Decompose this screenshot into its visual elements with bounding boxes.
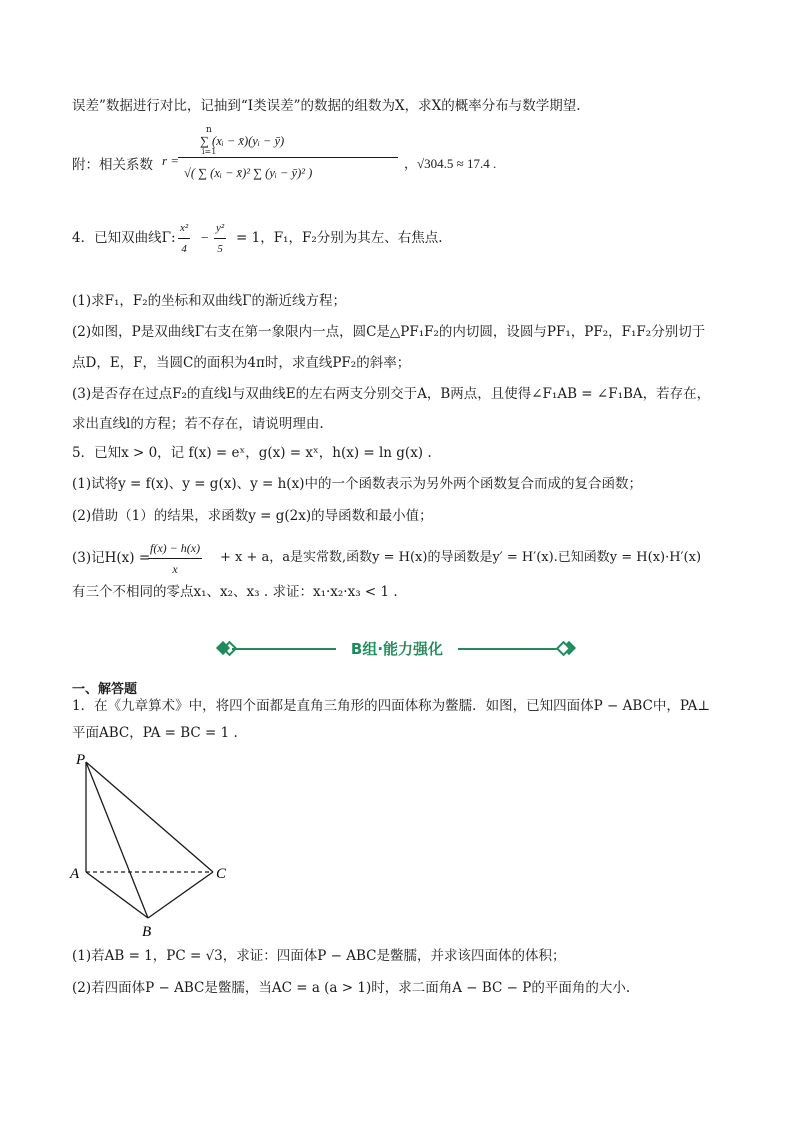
question-4-part-2-line-2: 点D，E，F，当圆C的面积为4π时，求直线PF₂的斜率； — [72, 355, 411, 371]
b-question-1-line-1: 1．在《九章算术》中，将四个面都是直角三角形的四面体称为鳖臑．如图，已知四面体P − ABC中，PA⊥ — [72, 698, 711, 714]
r-symbol: r = — [162, 153, 180, 168]
question-5-intro: 5．已知x > 0，记 f(x) = eˣ，g(x) = xˣ，h(x) = ln g(x) . — [72, 445, 432, 461]
question-5-part-1: (1)试将y = f(x)、y = g(x)、y = h(x)中的一个函数表示为另外两个函数复合而成的复合函数； — [72, 476, 642, 492]
edge-BC — [148, 872, 213, 918]
denominator-expression: √( ∑ (xᵢ − x̄)² ∑ (yᵢ − ȳ)² ) — [184, 166, 313, 180]
r-fraction — [178, 125, 398, 192]
question-5-part-3-line-2: 有三个不相同的零点x₁、x₂、x₃ . 求证：x₁·x₂·x₃ < 1 . — [72, 584, 398, 600]
edge-PC — [86, 762, 213, 872]
r-denominator — [178, 158, 398, 192]
question-4-part-3-line-2: 求出直线l的方程；若不存在，请说明理由. — [72, 416, 324, 432]
frac-x-num: x² — [178, 218, 190, 239]
sum-bottom-limit: i=1 — [202, 147, 217, 156]
q5-3-pre: (3)记H(x) = — [72, 550, 151, 566]
correlation-formula — [72, 125, 632, 195]
vertex-label-B: B — [142, 924, 152, 940]
r-numerator — [178, 125, 398, 158]
vertex-label-A: A — [70, 866, 80, 882]
numerator-expression: ∑ (xᵢ − x̄)(yᵢ − ȳ) — [200, 134, 285, 148]
q5-3-frac — [148, 538, 202, 579]
frac-y-den: 5 — [217, 243, 223, 255]
tetrahedron-figure — [64, 748, 244, 948]
q4-intro-a: 4．已知双曲线Γ: — [72, 230, 176, 246]
q5-3-post: + x + a，a是实常数,函数y = H(x)的导函数是y′ = H′(x).已知函数y = H(x)·H′(x) — [220, 550, 702, 565]
section-divider — [218, 636, 576, 662]
vertex-label-P: P — [76, 752, 86, 768]
q5-frac-den: x — [172, 562, 178, 576]
appendix-label: 附：相关系数 — [72, 157, 153, 173]
question-4-part-3-line-1: (3)是否存在过点F₂的直线l与双曲线E的左右两支分别交于A，B两点，且使得∠F₁AB = ∠F₁BA，若存在， — [72, 386, 711, 402]
frac-y-num: y² — [214, 218, 226, 239]
q5-frac-num: f(x) − h(x) — [148, 538, 202, 559]
q4-frac-x — [178, 218, 190, 259]
sqrt-approx-note: ，√304.5 ≈ 17.4 . — [404, 156, 497, 171]
section-title: B组·能力强化 — [350, 640, 444, 658]
right-rule — [458, 648, 562, 650]
b-question-1-part-1: (1)若AB = 1，PC = √3，求证：四面体P − ABC是鳖臑，并求该四面体的体积； — [72, 948, 566, 964]
q4-intro-b: = 1，F₁，F₂分别为其左、右焦点. — [236, 230, 443, 246]
b-question-1-part-2: (2)若四面体P − ABC是鳖臑，当AC = a (a > 1)时，求二面角A − BC − P的平面角的大小. — [72, 980, 631, 996]
question-5-part-2: (2)借助（1）的结果，求函数y = g(2x)的导函数和最小值； — [72, 508, 433, 524]
question-4-part-1: (1)求F₁，F₂的坐标和双曲线Γ的渐近线方程； — [72, 293, 347, 309]
vertex-label-C: C — [216, 866, 227, 882]
question-4-part-2-line-1: (2)如图，P是双曲线Γ右支在第一象限内一点，圆C是△PF₁F₂的内切圆，设圆与PF₁，PF₂，F₁F₂分别切于 — [72, 324, 706, 340]
left-rule — [232, 648, 336, 650]
frac-x-den: 4 — [181, 243, 187, 255]
sum-top-limit: n — [206, 125, 212, 135]
section-heading: 一、解答题 — [72, 682, 138, 697]
b-question-1-line-2: 平面ABC，PA = BC = 1 . — [72, 725, 238, 741]
text-line-error-comparison: 误差”数据进行对比，记抽到“I类误差”的数据的组数为X，求X的概率分布与数学期望. — [72, 98, 581, 114]
q4-frac-y — [214, 218, 226, 259]
q4-minus: − — [200, 230, 210, 245]
